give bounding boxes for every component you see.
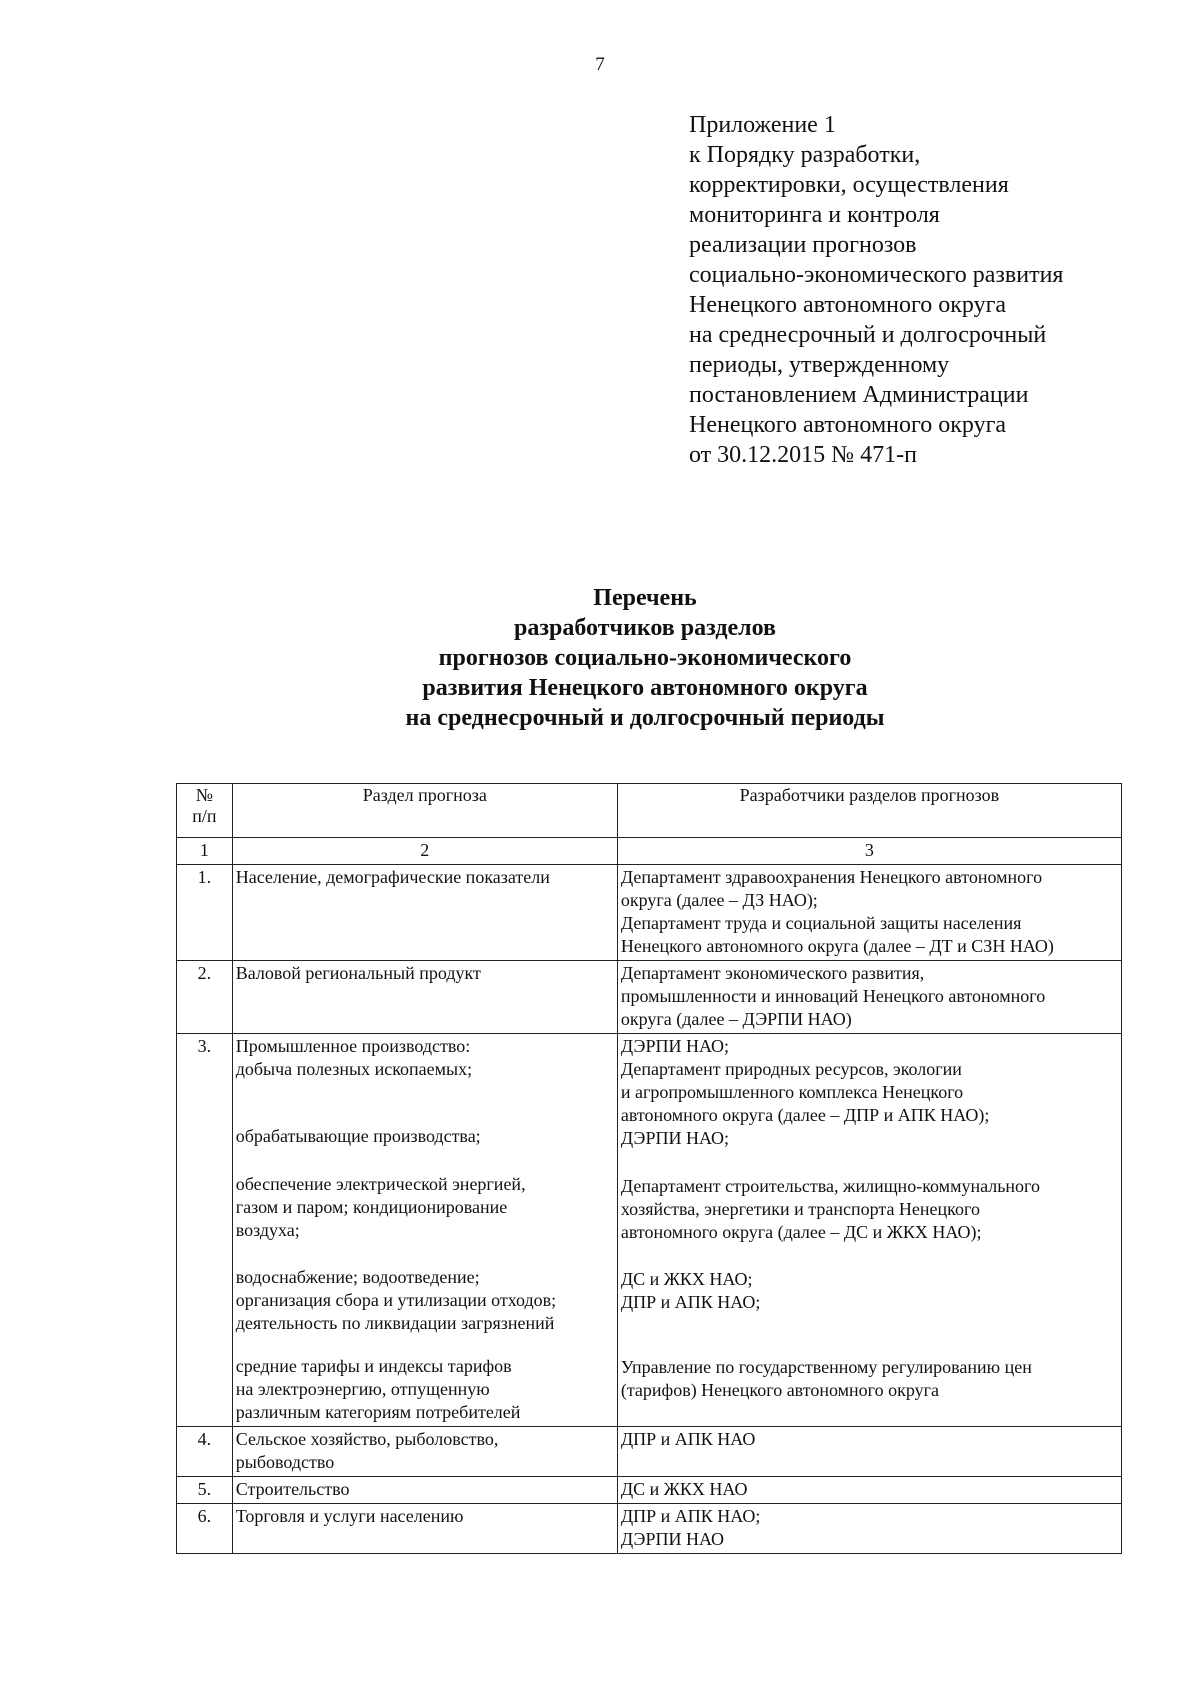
- developer-line: ДС и ЖКХ НАО;: [620, 1269, 753, 1289]
- developer-line: автономного округа (далее – ДС и ЖКХ НАО);: [620, 1222, 982, 1242]
- row-developers: [617, 1504, 1121, 1554]
- row-section: [232, 1427, 617, 1477]
- appendix-line: реализации прогнозов: [689, 232, 917, 258]
- section-spacer: [236, 1335, 614, 1355]
- row-section: [232, 961, 617, 1034]
- row-section: [232, 865, 617, 961]
- title-line: на среднесрочный и долгосрочный периоды: [405, 705, 885, 731]
- appendix-line: на среднесрочный и долгосрочный: [689, 322, 1047, 348]
- row-number: 1.: [177, 865, 233, 961]
- row-section: [232, 1034, 617, 1427]
- developer-spacer: [621, 1244, 1118, 1268]
- header-section: Раздел прогноза: [232, 784, 617, 838]
- section-line: средние тарифы и индексы тарифов: [235, 1356, 512, 1376]
- column-number-row: [177, 838, 1122, 865]
- row-number: 5.: [177, 1477, 233, 1504]
- developer-line: ДПР и АПК НАО;: [620, 1506, 761, 1526]
- row-number: 3.: [177, 1034, 233, 1427]
- developer-line: Департамент экономического развития,: [620, 963, 925, 983]
- table-header-row: [177, 784, 1122, 838]
- appendix-line: к Порядку разработки,: [689, 142, 921, 168]
- appendix-line: постановлением Администрации: [689, 382, 1029, 408]
- developer-line: Департамент строительства, жилищно-коммунального: [620, 1176, 1040, 1196]
- row-number: 4.: [177, 1427, 233, 1477]
- row-developers: [617, 1477, 1121, 1504]
- section-line: добыча полезных ископаемых;: [235, 1059, 473, 1079]
- developer-line: округа (далее – ДЗ НАО);: [620, 890, 818, 910]
- developer-line: ДЭРПИ НАО;: [620, 1036, 730, 1056]
- page-number: 7: [595, 54, 605, 75]
- section-line: Валовой региональный продукт: [235, 963, 481, 983]
- appendix-line: от 30.12.2015 № 471-п: [689, 442, 917, 468]
- appendix-line: Ненецкого автономного округа: [689, 412, 1007, 438]
- section-line: на электроэнергию, отпущенную: [235, 1379, 490, 1399]
- section-line: деятельность по ликвидации загрязнений: [235, 1313, 555, 1333]
- row-developers: [617, 961, 1121, 1034]
- column-number: 1: [177, 838, 233, 865]
- section-line: Население, демографические показатели: [235, 867, 550, 887]
- table-row: [177, 1477, 1122, 1504]
- header-developers: Разработчики разделов прогнозов: [617, 784, 1121, 838]
- developer-line: хозяйства, энергетики и транспорта Ненецкого: [620, 1199, 980, 1219]
- section-line: Строительство: [235, 1479, 350, 1499]
- developer-line: Ненецкого автономного округа (далее – ДТ и СЗН НАО): [620, 936, 1054, 956]
- developer-line: (тарифов) Ненецкого автономного округа: [620, 1380, 939, 1400]
- title-line: Перечень: [593, 585, 697, 611]
- header-number-sign: №: [195, 785, 213, 805]
- developers-table: [176, 783, 1122, 1554]
- table-row: [177, 1504, 1122, 1554]
- section-line: обрабатывающие производства;: [235, 1126, 481, 1146]
- section-spacer: [236, 1081, 614, 1103]
- column-number: 3: [617, 838, 1121, 865]
- section-line: организация сбора и утилизации отходов;: [235, 1290, 557, 1310]
- appendix-line: периоды, утвержденному: [689, 352, 950, 378]
- developer-spacer: [621, 1314, 1118, 1336]
- appendix-line: Приложение 1: [689, 112, 836, 138]
- developer-line: округа (далее – ДЭРПИ НАО): [620, 1009, 852, 1029]
- table-row: [177, 961, 1122, 1034]
- developer-spacer: [621, 1150, 1118, 1175]
- appendix-line: мониторинга и контроля: [689, 202, 940, 228]
- section-spacer: [236, 1103, 614, 1125]
- column-number: 2: [232, 838, 617, 865]
- row-developers: [617, 1427, 1121, 1477]
- section-line: Промышленное производство:: [235, 1036, 471, 1056]
- developer-line: автономного округа (далее – ДПР и АПК НАО);: [620, 1105, 990, 1125]
- developer-line: Департамент здравоохранения Ненецкого автономного: [620, 867, 1043, 887]
- row-number: 2.: [177, 961, 233, 1034]
- section-line: воздуха;: [235, 1220, 300, 1240]
- row-section: [232, 1477, 617, 1504]
- header-number: [177, 784, 233, 838]
- section-line: различным категориям потребителей: [235, 1402, 521, 1422]
- document-title: [0, 583, 1200, 733]
- section-spacer: [236, 1242, 614, 1266]
- title-line: прогнозов социально-экономического: [438, 645, 852, 671]
- appendix-line: корректировки, осуществления: [689, 172, 1009, 198]
- developer-line: Департамент труда и социальной защиты населения: [620, 913, 1022, 933]
- section-line: Сельское хозяйство, рыболовство,: [235, 1429, 499, 1449]
- appendix-line: социально-экономического развития: [689, 262, 1064, 288]
- developer-line: промышленности и инноваций Ненецкого автономного: [620, 986, 1046, 1006]
- developer-line: ДПР и АПК НАО;: [620, 1292, 761, 1312]
- section-line: рыбоводство: [235, 1452, 335, 1472]
- developer-line: ДПР и АПК НАО: [620, 1429, 756, 1449]
- appendix-line: Ненецкого автономного округа: [689, 292, 1007, 318]
- section-line: Торговля и услуги населению: [235, 1506, 464, 1526]
- developer-line: Управление по государственному регулированию цен: [620, 1357, 1032, 1377]
- section-spacer: [236, 1148, 614, 1173]
- header-number-abbr: п/п: [192, 806, 217, 826]
- table-row: [177, 1427, 1122, 1477]
- section-line: водоснабжение; водоотведение;: [235, 1267, 480, 1287]
- appendix-note: [689, 110, 1063, 470]
- row-section: [232, 1504, 617, 1554]
- table-row: [177, 865, 1122, 961]
- row-number: 6.: [177, 1504, 233, 1554]
- row-developers: [617, 865, 1121, 961]
- developer-line: Департамент природных ресурсов, экологии: [620, 1059, 962, 1079]
- section-line: обеспечение электрической энергией,: [235, 1174, 526, 1194]
- section-line: газом и паром; кондиционирование: [235, 1197, 508, 1217]
- table-row: [177, 1034, 1122, 1427]
- title-line: развития Ненецкого автономного округа: [422, 675, 868, 701]
- title-line: разработчиков разделов: [514, 615, 776, 641]
- developer-line: и агропромышленного комплекса Ненецкого: [620, 1082, 964, 1102]
- developer-line: ДЭРПИ НАО: [620, 1529, 725, 1549]
- row-developers: [617, 1034, 1121, 1427]
- developer-line: ДЭРПИ НАО;: [620, 1128, 730, 1148]
- developer-line: ДС и ЖКХ НАО: [620, 1479, 748, 1499]
- developer-spacer: [621, 1336, 1118, 1356]
